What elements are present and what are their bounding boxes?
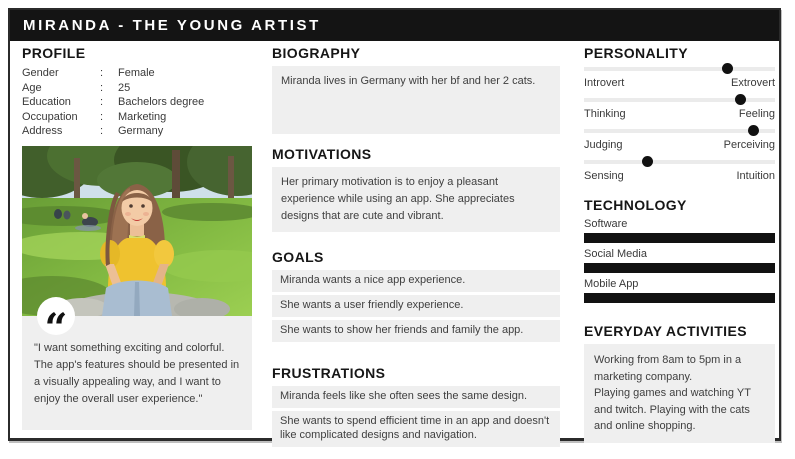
profile-field-row	[22, 110, 252, 125]
profile-fields	[22, 66, 252, 139]
slider-labels	[584, 108, 775, 120]
technology-bar-label: Social Media	[584, 248, 647, 260]
activities-text	[584, 344, 775, 443]
persona-card	[8, 8, 781, 441]
slider-handle[interactable]	[735, 94, 746, 105]
quote-box	[22, 304, 252, 430]
goals-list	[272, 270, 560, 342]
activities-title: EVERYDAY ACTIVITIES	[584, 323, 747, 339]
motivations-section	[272, 146, 560, 232]
slider-left-label: Sensing	[584, 170, 624, 182]
activity-line: Working from 8am to 5pm in a marketing company.	[594, 354, 742, 383]
motivations-text: Her primary motivation is to enjoy a pleasant experience while using an app. She appreciates designs that are cute and vibrant.	[272, 167, 560, 232]
goal-item: She wants a user friendly experience.	[272, 295, 560, 317]
profile-field-label: Gender	[22, 67, 59, 79]
technology-bars	[584, 218, 775, 303]
technology-bar-fill	[584, 293, 775, 303]
slider-track	[584, 129, 775, 133]
slider-right-label: Feeling	[738, 108, 775, 120]
technology-bar-row	[584, 248, 775, 273]
slider-handle[interactable]	[642, 156, 653, 167]
technology-bar-label: Mobile App	[584, 278, 639, 290]
personality-slider	[584, 67, 775, 89]
profile-title: PROFILE	[22, 45, 86, 61]
personality-sliders	[584, 67, 775, 182]
persona-photo	[22, 146, 252, 316]
header-bar	[10, 10, 779, 41]
slider-track	[584, 98, 775, 102]
profile-field-label: Occupation	[22, 110, 78, 123]
slider-right-label: Perceiving	[723, 139, 775, 151]
goals-title: GOALS	[272, 249, 324, 266]
profile-field-value: Marketing	[118, 110, 167, 123]
technology-bar-label: Software	[584, 218, 628, 230]
technology-bar-row	[584, 218, 775, 243]
frustration-item: She wants to spend efficient time in an app and doesn't like complicated designs and navigation.	[272, 411, 560, 448]
goals-section	[272, 249, 560, 342]
technology-section	[584, 197, 775, 303]
technology-bar-fill	[584, 233, 775, 243]
technology-title: TECHNOLOGY	[584, 197, 687, 213]
slider-labels	[584, 139, 775, 151]
technology-bar-row	[584, 278, 775, 303]
profile-field-row	[22, 95, 252, 110]
profile-field-row	[22, 81, 252, 96]
slider-track	[584, 67, 775, 71]
biography-title: BIOGRAPHY	[272, 45, 361, 61]
quote-text: "I want something exciting and colorful. The app's features should be presented in a visually appealing way, and I want to enjoy the overall user experience."	[34, 341, 240, 405]
profile-field-colon: :	[100, 125, 104, 137]
profile-field-value: Female	[118, 67, 155, 79]
profile-field-value: 25	[118, 81, 131, 94]
page-title: MIRANDA - THE YOUNG ARTIST	[23, 17, 321, 34]
profile-field-value: Germany	[118, 125, 164, 137]
slider-left-label: Thinking	[584, 108, 626, 120]
slider-left-label: Introvert	[584, 77, 625, 89]
profile-field-label: Address	[22, 125, 63, 137]
profile-field-label: Education	[22, 96, 71, 108]
profile-field-row	[22, 66, 252, 81]
slider-labels	[584, 77, 775, 89]
profile-column	[22, 45, 252, 430]
personality-slider	[584, 129, 775, 151]
activity-line: Playing games and watching YT and twitch. Playing with the cats and online shopping.	[594, 387, 751, 432]
content-area	[10, 41, 779, 442]
details-column	[272, 45, 560, 459]
traits-column	[584, 45, 775, 443]
quote-icon: “	[37, 297, 75, 335]
profile-field-label: Age	[22, 81, 42, 94]
slider-right-label: Extrovert	[730, 77, 775, 89]
personality-title: PERSONALITY	[584, 45, 688, 61]
slider-track	[584, 160, 775, 164]
personality-slider	[584, 98, 775, 120]
slider-left-label: Judging	[584, 139, 623, 151]
technology-bar-fill	[584, 263, 775, 273]
slider-handle[interactable]	[748, 125, 759, 136]
profile-field-colon: :	[100, 110, 104, 123]
frustrations-list	[272, 386, 560, 448]
slider-labels	[584, 170, 775, 182]
slider-handle[interactable]	[722, 63, 733, 74]
slider-right-label: Intuition	[736, 170, 775, 182]
goal-item: Miranda wants a nice app experience.	[272, 270, 560, 292]
goal-item: She wants to show her friends and family the app.	[272, 320, 560, 342]
frustrations-section	[272, 365, 560, 448]
frustrations-title: FRUSTRATIONS	[272, 364, 386, 381]
activities-section	[584, 323, 775, 443]
biography-section	[272, 45, 560, 134]
frustration-item: Miranda feels like she often sees the same design.	[272, 386, 560, 408]
profile-field-colon: :	[100, 67, 104, 79]
profile-field-value: Bachelors degree	[118, 96, 205, 108]
profile-field-colon: :	[100, 96, 104, 108]
biography-text: Miranda lives in Germany with her bf and her 2 cats.	[272, 66, 560, 134]
profile-field-row	[22, 124, 252, 139]
motivations-title: MOTIVATIONS	[272, 146, 372, 162]
profile-field-colon: :	[100, 81, 104, 94]
personality-slider	[584, 160, 775, 182]
